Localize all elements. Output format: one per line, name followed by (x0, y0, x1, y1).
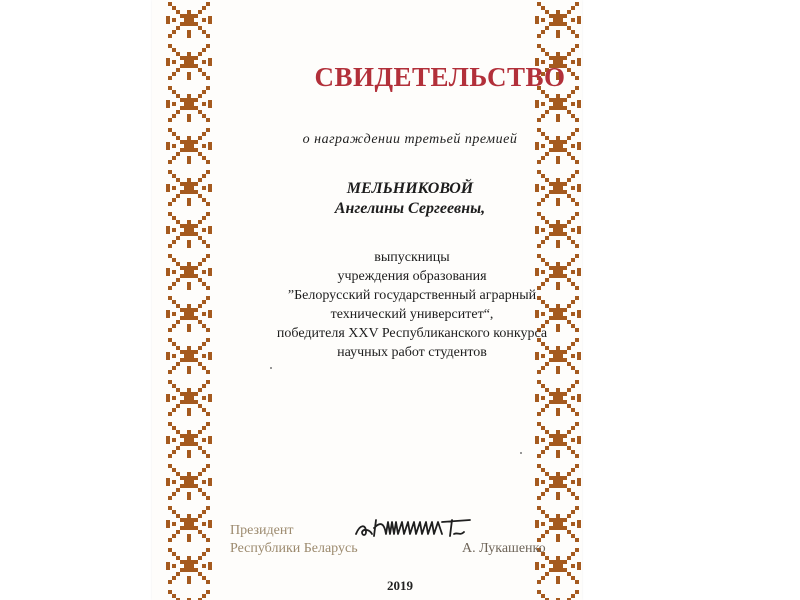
certificate-title: СВИДЕТЕЛЬСТВО (314, 62, 566, 92)
body-line: научных работ студентов (337, 345, 487, 360)
signatory-title-line1: Президент (230, 523, 294, 538)
body-line: победителя XXV Республиканского конкурса (276, 326, 548, 341)
signatory-name: А. Лукашенко (462, 541, 546, 556)
body-line: ”Белорусский государственный аграрный (287, 288, 537, 303)
signatory-title-line2: Республики Беларусь (230, 541, 358, 556)
body-line: технический университет“, (330, 307, 494, 322)
paper-speck (270, 367, 272, 369)
paper-speck (520, 452, 522, 454)
signature-icon (352, 512, 482, 542)
recipient-surname: МЕЛЬНИКОВОЙ (346, 180, 474, 197)
body-line: выпускницы (374, 250, 450, 265)
certificate-body (12, 248, 800, 362)
body-line: учреждения образования (337, 269, 487, 284)
certificate-year: 2019 (387, 578, 413, 593)
certificate-subtitle: о награждении третьей премией (302, 132, 518, 147)
recipient-given-name: Ангелины Сергеевны, (334, 200, 486, 217)
